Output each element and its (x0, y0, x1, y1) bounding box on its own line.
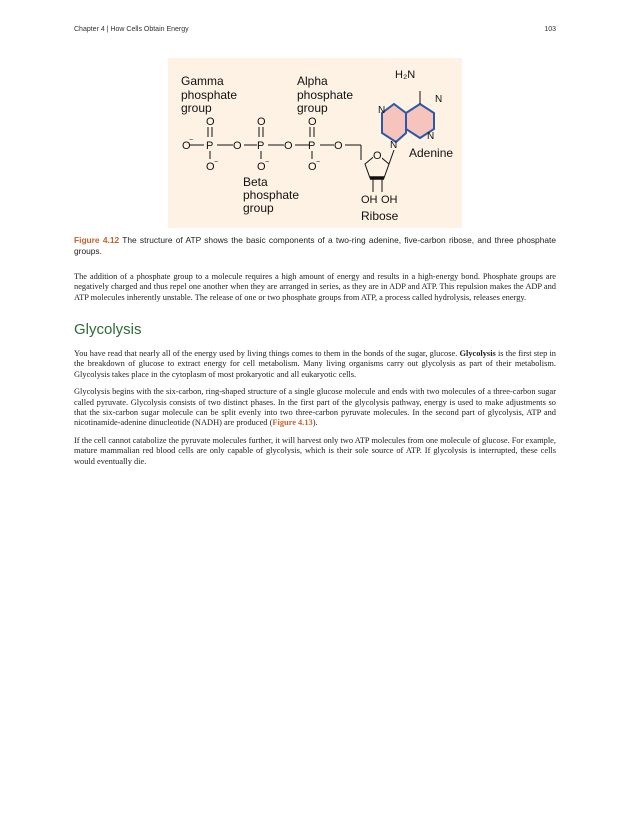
page-number: 103 (544, 26, 556, 33)
charge-minus: − (265, 159, 270, 166)
adenine-five-ring (382, 104, 406, 142)
paragraph-glycolysis-phases: Glycolysis begins with the six-carbon, ring-shaped structure of a single glucose molecule and ends with two molecules of a three-carbon sugar called pyruvate. Glycolysis consists of two distinct phases. In the first part of the glycolysis pathway, energy is used to make adjustments so that the six-carbon sugar molecule can be split evenly into two three-carbon pyruvate molecules. In the second part of glycolysis, ATP and nicotinamide-adenine dinucleotide (NADH) are produced (Figure 4.13). (74, 387, 556, 428)
beta-label-2: phosphate (243, 188, 300, 202)
paragraph-red-blood-cells: If the cell cannot catabolize the pyruvate molecules further, it will harvest only two ATP molecules from one molecule of glucose. For example, mature mammalian red blood cells are only capable of glycolysis, which is their sole source of ATP. If glycolysis is interrupted, these cells would eventually die. (74, 435, 556, 466)
ribose-label: Ribose (361, 209, 399, 223)
oxygen-terminal: O (182, 140, 191, 152)
phosphorus-beta: P (257, 140, 265, 152)
amine-group: H₂N (395, 69, 416, 81)
adenine-nitrogen-3: N (427, 131, 435, 142)
caption-text: The structure of ATP shows the basic components of a two-ring adenine, five-carbon ribose, and three phosphate groups. (74, 235, 556, 256)
intro-text-block (74, 272, 556, 310)
oxygen-beta-bottom: O (257, 161, 266, 173)
glycosidic-bond (389, 150, 394, 164)
figure-caption (74, 235, 556, 257)
atp-structure-figure (168, 58, 462, 228)
oxygen-alpha-bottom: O (308, 161, 317, 173)
atp-diagram (168, 58, 462, 228)
oxygen-alpha-top: O (308, 116, 317, 128)
section-title: Glycolysis (74, 321, 142, 338)
charge-minus: − (214, 159, 219, 166)
alpha-label-3: group (297, 101, 328, 115)
gamma-label-1: Gamma (181, 74, 224, 88)
charge-minus: − (316, 159, 321, 166)
paragraph-phosphate-bonds: The addition of a phosphate group to a molecule requires a high amount of energy and results in a high-energy bond. Phosphate groups are negatively charged and thus repel one another when they are arranged in series, as they are in ADP and ATP. This repulsion makes the ADP and ATP molecules inherently unstable. The release of one or two phosphate groups from ATP, a process called hydrolysis, releases energy. (74, 272, 556, 302)
phosphorus-gamma: P (206, 140, 214, 152)
hydroxyl-2: OH (361, 194, 378, 206)
adenine-nitrogen-1: N (435, 94, 443, 105)
adenine-nitrogen-7: N (378, 105, 386, 116)
paragraph-glycolysis-intro: You have read that nearly all of the energy used by living things comes to them in the bonds of the sugar, glucose. Glycolysis is the first step in the breakdown of glucose to extract energy for cell metabolism. Many living organisms carry out glycolysis as part of their metabolism. Glycolysis takes place in the cytoplasm of most prokaryotic and all eukaryotic cells. (74, 349, 556, 379)
oxygen-beta-top: O (257, 116, 266, 128)
oxygen-bridge-2: O (284, 140, 293, 152)
glycolysis-text-block (74, 349, 556, 474)
oxygen-gamma-top: O (206, 116, 215, 128)
gamma-label-3: group (181, 101, 212, 115)
beta-label-3: group (243, 201, 274, 215)
adenine-nitrogen-9: N (390, 140, 398, 151)
running-header (74, 26, 556, 33)
hydroxyl-3: OH (381, 194, 398, 206)
oxygen-gamma-bottom: O (206, 161, 215, 173)
key-term-glycolysis: Glycolysis (459, 349, 496, 358)
oxygen-bridge-3: O (334, 140, 343, 152)
figure-4-13-link[interactable]: Figure 4.13 (272, 418, 313, 428)
charge-minus: − (189, 137, 194, 144)
beta-label-1: Beta (243, 175, 268, 189)
oxygen-bridge-1: O (233, 140, 242, 152)
alpha-label-2: phosphate (297, 88, 354, 102)
alpha-label-1: Alpha (297, 74, 328, 88)
figure-number: Figure 4.12 (74, 235, 120, 245)
ribose-ring-oxygen: O (373, 150, 382, 162)
gamma-label-2: phosphate (181, 88, 238, 102)
adenine-label: Adenine (409, 146, 454, 160)
chapter-title: Chapter 4 | How Cells Obtain Energy (74, 26, 189, 33)
phosphorus-alpha: P (308, 140, 316, 152)
